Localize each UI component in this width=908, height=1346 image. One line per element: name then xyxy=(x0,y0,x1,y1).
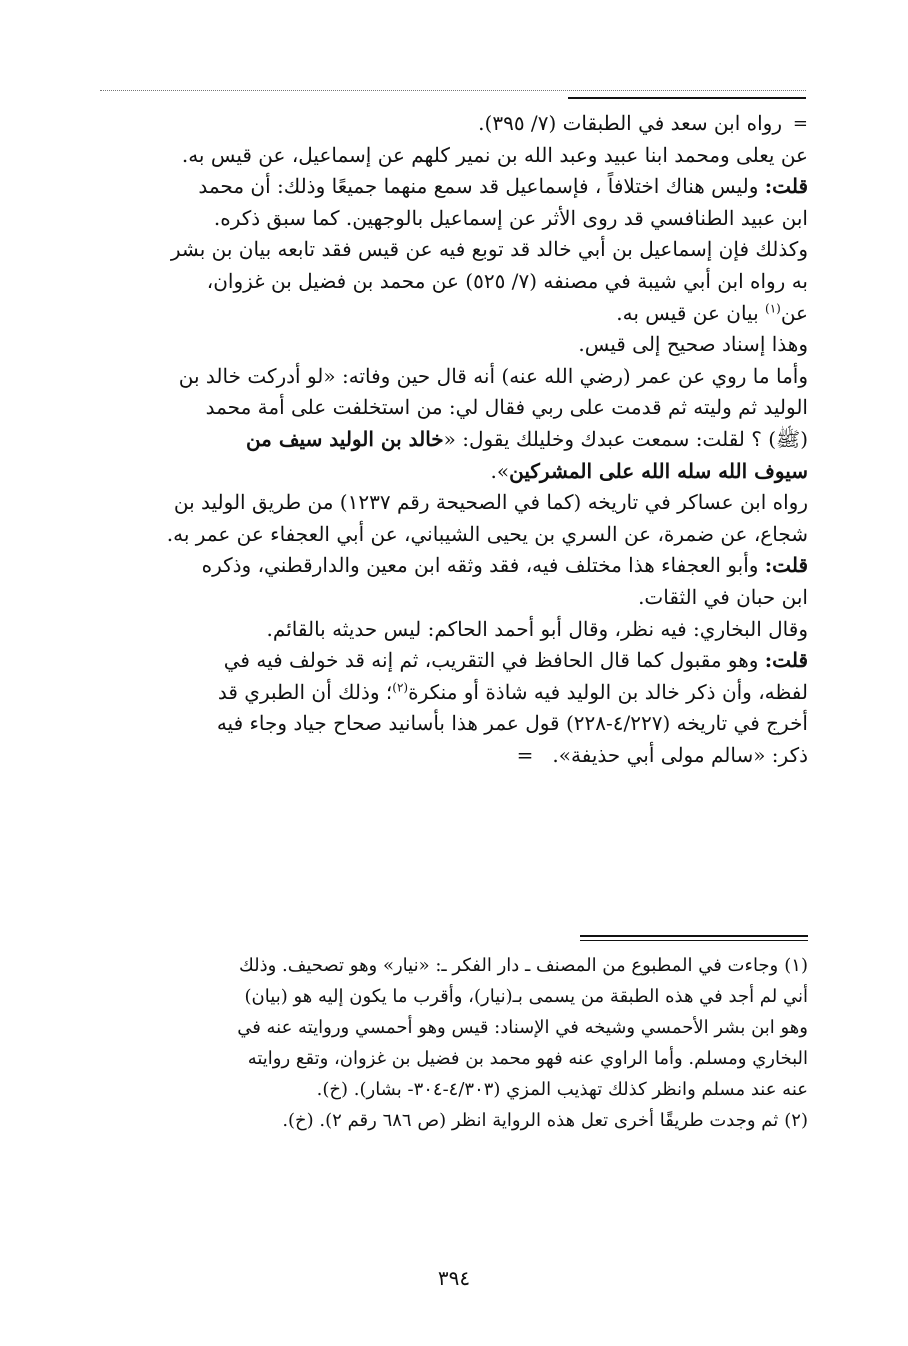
text-line: أخرج في تاريخه (٤/٢٢٧-٢٢٨) قول عمر هذا بأسانيد صحاح جياد وجاء فيه xyxy=(216,711,808,736)
footnote-ref[interactable]: (٢) xyxy=(392,680,409,695)
text-line: ذكر: «سالم مولى أبي حذيفة». = xyxy=(516,742,808,767)
header-dotted-rule xyxy=(100,90,806,91)
footnote-line: (٢)ثم وجدت طريقًا أخرى تعل هذه الرواية انظر (ص ٦٨٦ رقم ٢). (خ). xyxy=(282,1110,808,1131)
text-line: وكذلك فإن إسماعيل بن أبي خالد قد توبع فيه عن قيس فقد تابعه بيان بن بشر xyxy=(170,237,808,262)
header-rule xyxy=(568,97,806,99)
text-line: وأما ما روي عن عمر (رضي الله عنه) أنه قال حين وفاته: «لو أدركت خالد بن xyxy=(178,363,808,388)
continuation-mark: = xyxy=(516,742,553,767)
quote-bold: خالد بن الوليد سيف من xyxy=(245,426,444,451)
text-line: رواه ابن عساكر في تاريخه (كما في الصحيحة رقم ١٢٣٧) من طريق الوليد بن xyxy=(173,490,808,515)
qult-heading: قلت: xyxy=(764,553,808,578)
text-line: ابن حبان في الثقات. xyxy=(638,584,808,609)
footnote-number: (٢) xyxy=(784,1110,808,1131)
main-text xyxy=(102,108,808,771)
text-line: قلت: وهو مقبول كما قال الحافظ في التقريب، ثم إنه قد خولف فيه في xyxy=(223,648,808,673)
footnote-line: البخاري ومسلم. وأما الراوي عنه فهو محمد بن فضيل بن غزوان، وتقع روايته xyxy=(247,1048,808,1069)
text-line: ابن عبيد الطنافسي قد روى الأثر عن إسماعيل بالوجهين. كما سبق ذكره. xyxy=(213,205,808,230)
text-line: قلت: وأبو العجفاء هذا مختلف فيه، فقد وثقه ابن معين والدارقطني، وذكره xyxy=(201,553,808,578)
page-number: ٣٩٤ xyxy=(437,1266,471,1290)
text-line: (ﷺ) ؟ لقلت: سمعت عبدك وخليلك يقول: «خالد بن الوليد سيف من xyxy=(245,426,808,451)
continuation-mark: = xyxy=(792,113,808,134)
text-line: وقال البخاري: فيه نظر، وقال أبو أحمد الحاكم: ليس حديثه بالقائم. xyxy=(266,616,808,641)
footnote-ref[interactable]: (١) xyxy=(765,300,781,315)
text-line: رواه ابن سعد في الطبقات (٧/ ٣٩٥). xyxy=(478,111,782,135)
text-line: عن$^{(١)}$ بيان عن قيس به. xyxy=(616,300,808,325)
footnote-separator xyxy=(580,935,808,941)
text-line: سيوف الله سله الله على المشركين». xyxy=(490,458,808,483)
footnote-line: أني لم أجد في هذه الطبقة من يسمى بـ(نيار)، وأقرب ما يكون إليه هو (بيان) xyxy=(244,986,808,1007)
text-line: قلت: وليس هناك اختلافاً ، فإسماعيل قد سمع منهما جميعًا وذلك: أن محمد xyxy=(198,174,808,199)
text-line: عن يعلى ومحمد ابنا عبيد وعبد الله بن نمير كلهم عن إسماعيل، عن قيس به. xyxy=(181,142,808,167)
text-line: لفظه، وأن ذكر خالد بن الوليد فيه شاذة أو منكرة$^{(٢)}$؛ وذلك أن الطبري قد xyxy=(217,679,808,704)
text-line: وهذا إسناد صحيح إلى قيس. xyxy=(578,332,808,357)
quote-bold: سيوف الله سله الله على المشركين xyxy=(509,458,808,483)
qult-heading: قلت: xyxy=(764,648,808,673)
text-line: الوليد ثم وليته ثم قدمت على ربي فقال لي: من استخلفت على أمة محمد xyxy=(205,395,808,420)
text-line: به رواه ابن أبي شيبة في مصنفه (٧/ ٥٢٥) عن محمد بن فضيل بن غزوان، xyxy=(206,268,808,293)
footnote-line: وهو ابن بشر الأحمسي وشيخه في الإسناد: قيس وهو أحمسي وروايته عنه في xyxy=(237,1017,808,1038)
footnote-line: (١)وجاءت في المطبوع من المصنف ـ دار الفكر ـ: «نيار» وهو تصحيف. وذلك xyxy=(238,955,808,976)
text-line: شجاع، عن ضمرة، عن السري بن يحيى الشيباني، عن أبي العجفاء عن عمر به. xyxy=(166,521,808,546)
qult-heading: قلت: xyxy=(764,174,808,199)
footnote-number: (١) xyxy=(784,955,808,976)
footnote-line: عنه عند مسلم وانظر كذلك تهذيب المزي (٤/٣٠٣-٣٠٤- بشار). (خ). xyxy=(316,1079,808,1100)
footnotes xyxy=(102,950,808,1136)
